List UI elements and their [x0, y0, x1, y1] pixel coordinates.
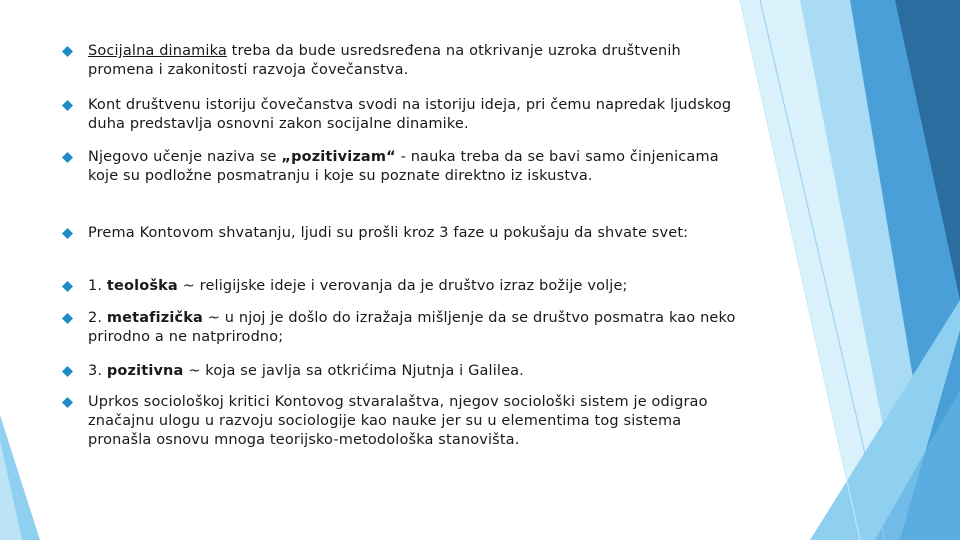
diamond-bullet-icon	[62, 397, 73, 408]
bullet-item	[62, 362, 748, 381]
diamond-bullet-icon	[62, 152, 73, 163]
text-segment: 2.	[88, 310, 107, 326]
text-segment: Prema Kontovom shvatanju, ljudi su prošli kroz 3 faze u pokušaju da shvate svet:	[88, 225, 689, 241]
bullet-item	[62, 393, 748, 450]
bullet-item	[62, 224, 748, 243]
bullet-text	[88, 309, 748, 347]
text-segment: ~ u njoj je došlo do izražaja mišljenje da se društvo posmatra kao neko prirodno a ne natprirodno;	[88, 310, 736, 345]
underlined-term[interactable]: Socijalna dinamika	[88, 43, 227, 59]
bullet-text	[88, 96, 748, 134]
bullet-text	[88, 393, 748, 450]
diamond-bullet-icon	[62, 228, 73, 239]
bold-term: metafizička	[106, 310, 203, 326]
bullet-item	[62, 148, 748, 186]
text-segment: 1.	[88, 278, 107, 294]
text-segment: treba da bude usredsređena na otkrivanje uzroka društvenih promena i zakonitosti razvoja čovečanstva.	[88, 43, 681, 78]
text-segment: ~ religijske ideje i verovanja da je društvo izraz božije volje;	[177, 278, 628, 294]
bullet-item	[62, 42, 748, 80]
diamond-bullet-icon	[62, 313, 73, 324]
diamond-bullet-icon	[62, 366, 73, 377]
bullet-text	[88, 224, 748, 243]
diamond-bullet-icon	[62, 281, 73, 292]
text-segment: Uprkos sociološkoj kritici Kontovog stvaralaštva, njegov sociološki sistem je odigrao značajnu ulogu u razvoju sociologije kao nauke jer su u elementima tog sistema pronašla osnovu mnoga teorijsko-metodološka stanovišta.	[88, 394, 708, 448]
diamond-bullet-icon	[62, 100, 73, 111]
bullet-text	[88, 148, 748, 186]
bullet-text	[88, 277, 748, 296]
bold-term: pozitivna	[106, 363, 184, 379]
bullet-text	[88, 42, 748, 80]
text-segment: Njegovo učenje naziva se	[88, 149, 282, 165]
bullet-item	[62, 277, 748, 296]
bullet-item	[62, 309, 748, 347]
bullet-text	[88, 362, 748, 381]
text-segment: - nauka treba da se bavi samo činjenicama koje su podložne posmatranju i koje su poznate direktno iz iskustva.	[88, 149, 719, 184]
text-segment: Kont društvenu istoriju čovečanstva svodi na istoriju ideja, pri čemu napredak ljudskog duha predstavlja osnovni zakon socijalne dinamike.	[88, 97, 732, 132]
text-segment: 3.	[88, 363, 107, 379]
bullet-item	[62, 96, 748, 134]
bold-term: teološka	[106, 278, 178, 294]
text-segment: ~ koja se javlja sa otkrićima Njutnja i Galilea.	[183, 363, 524, 379]
diamond-bullet-icon	[62, 46, 73, 57]
bold-term: „pozitivizam“	[281, 149, 396, 165]
